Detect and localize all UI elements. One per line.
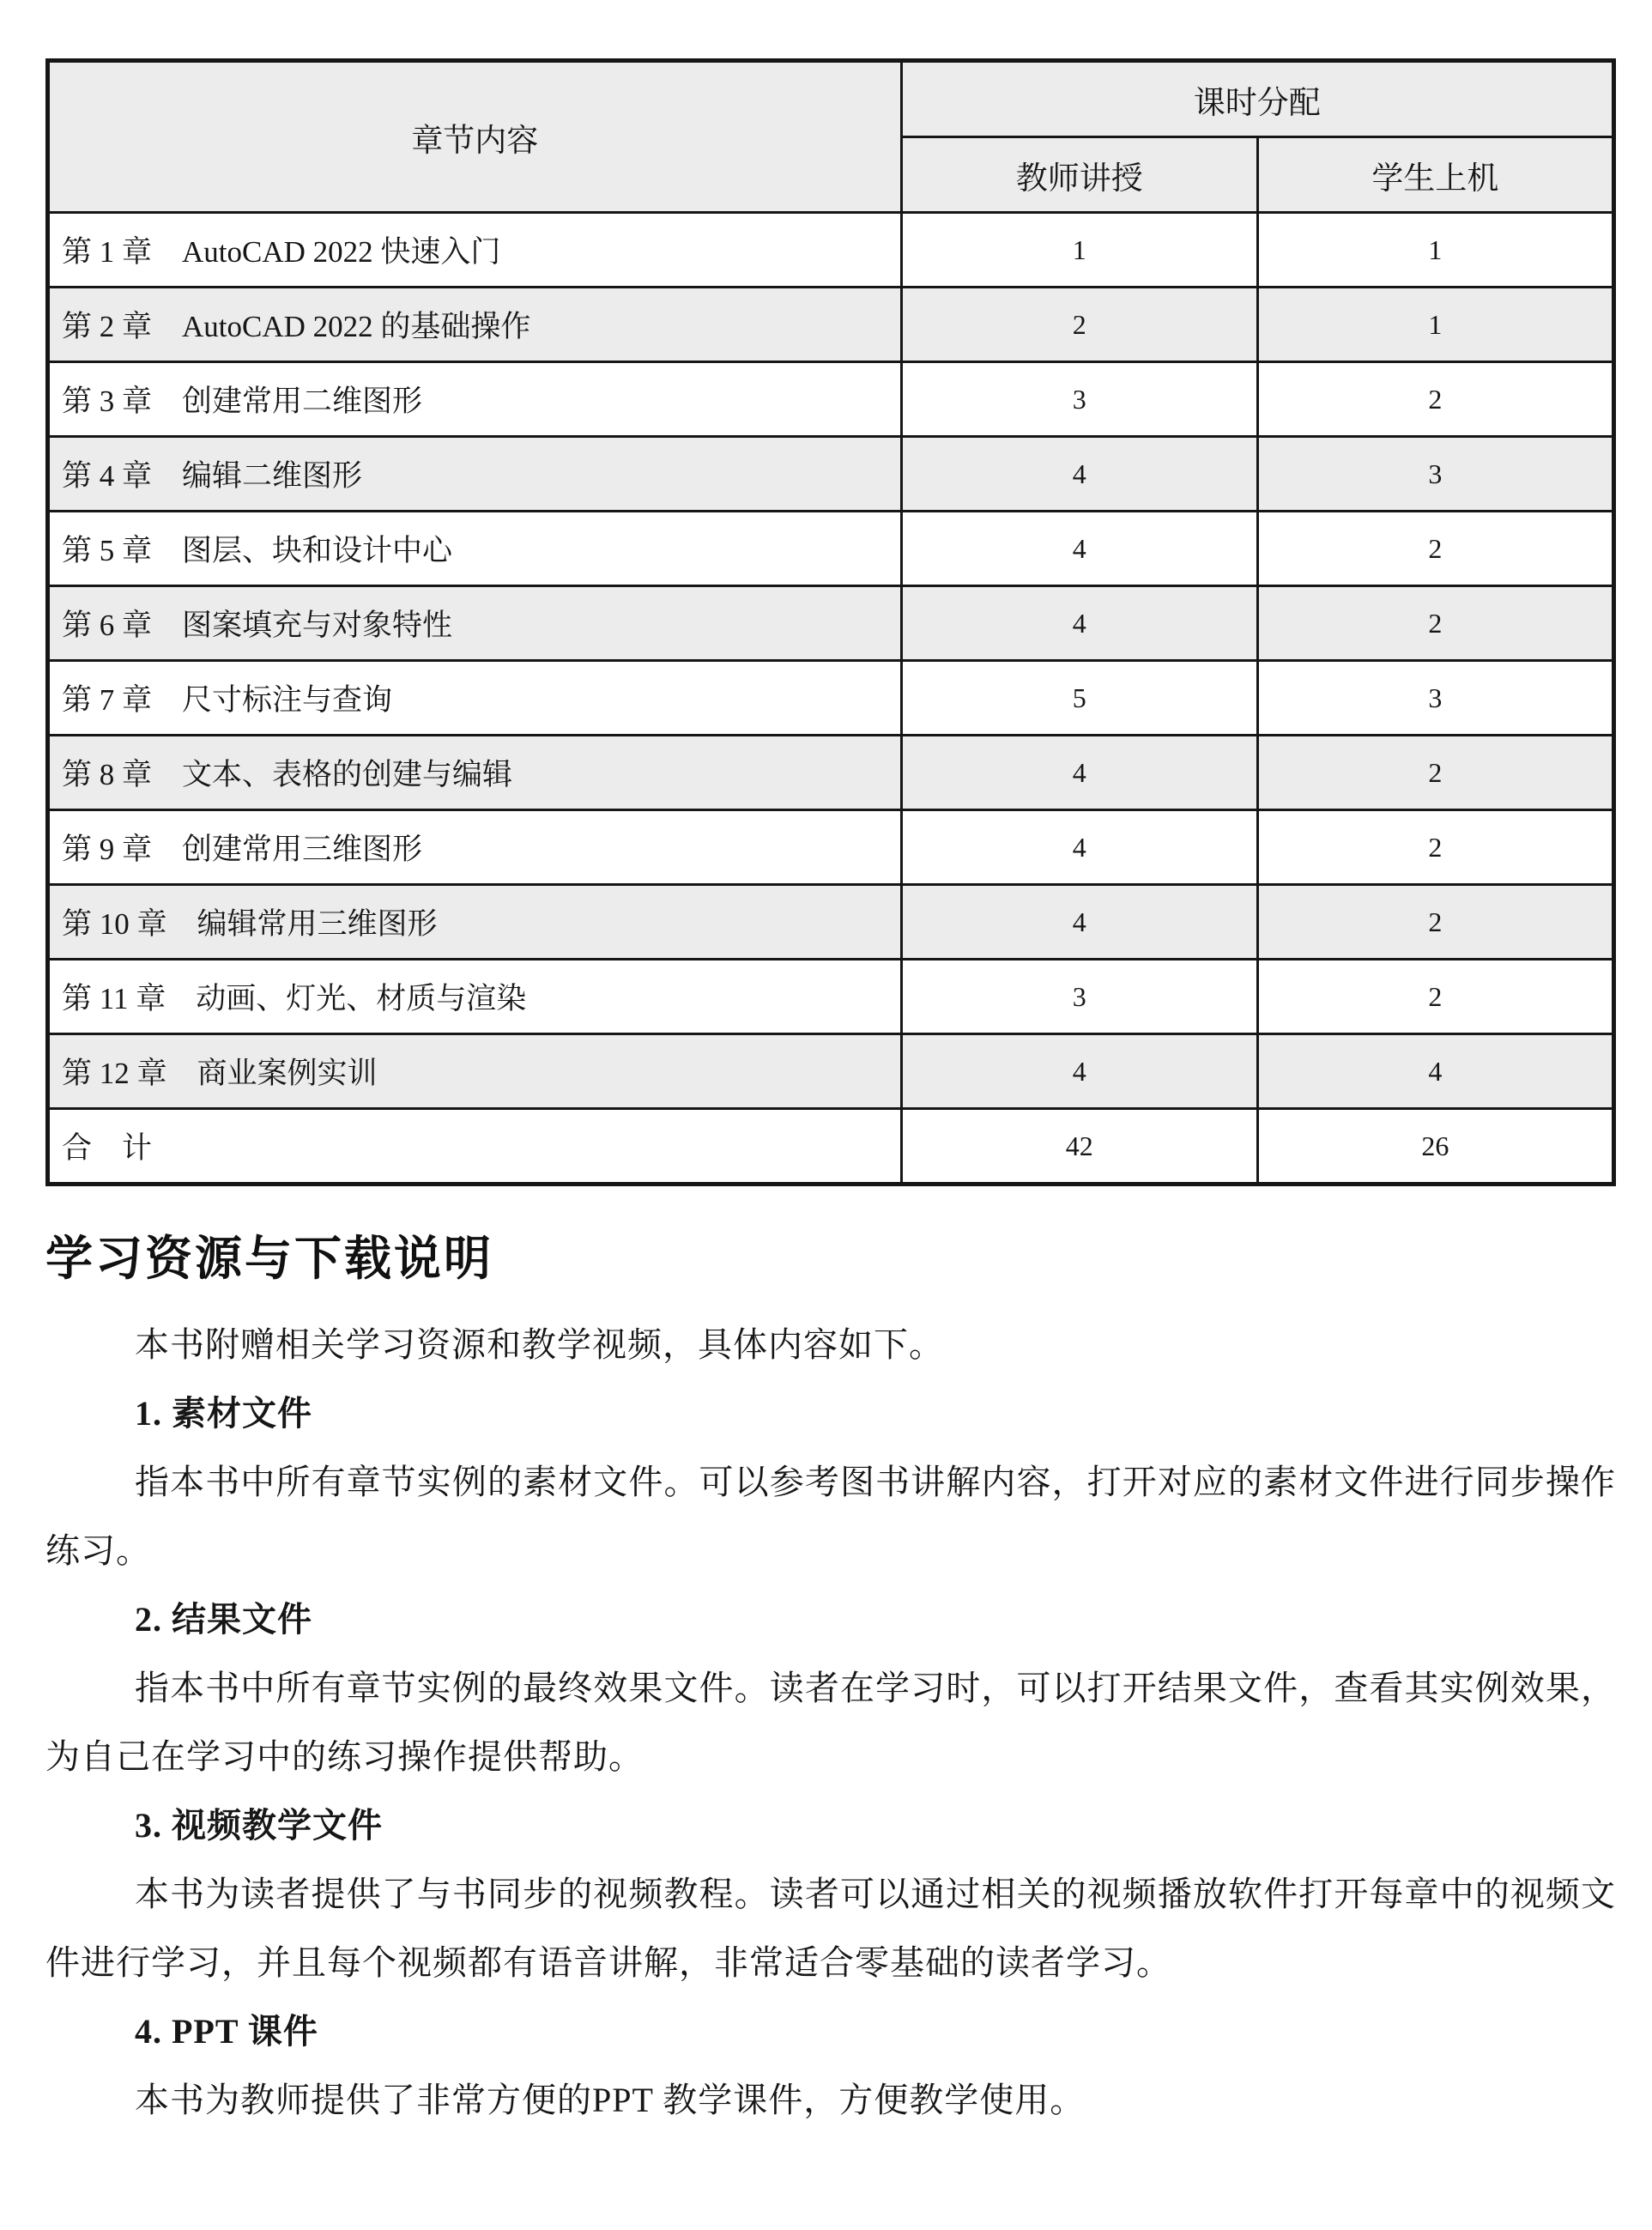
table-row bbox=[48, 1034, 1614, 1109]
header-student-computer: 学生上机 bbox=[1257, 137, 1613, 213]
teacher-hours-cell: 4 bbox=[901, 512, 1257, 586]
total-teacher-cell: 42 bbox=[901, 1109, 1257, 1185]
table-row bbox=[48, 736, 1614, 810]
student-hours-cell: 3 bbox=[1257, 437, 1613, 512]
subsection-body-result-files: 指本书中所有章节实例的最终效果文件。读者在学习时，可以打开结果文件，查看其实例效果，为自己在学习中的练习操作提供帮助。 bbox=[45, 1668, 1616, 1776]
chapter-cell: 第 12 章 商业案例实训 bbox=[48, 1034, 902, 1109]
student-hours-cell: 1 bbox=[1257, 288, 1613, 362]
table-row bbox=[48, 362, 1614, 437]
table-row bbox=[48, 661, 1614, 736]
teacher-hours-cell: 3 bbox=[901, 362, 1257, 437]
section-intro: 本书附赠相关学习资源和教学视频，具体内容如下。 bbox=[135, 1324, 944, 1364]
student-hours-cell: 2 bbox=[1257, 362, 1613, 437]
chapter-cell: 第 3 章 创建常用二维图形 bbox=[48, 362, 902, 437]
student-hours-cell: 1 bbox=[1257, 213, 1613, 288]
total-student-cell: 26 bbox=[1257, 1109, 1613, 1185]
chapter-cell: 第 4 章 编辑二维图形 bbox=[48, 437, 902, 512]
total-row bbox=[48, 1109, 1614, 1185]
chapter-cell: 第 11 章 动画、灯光、材质与渲染 bbox=[48, 960, 902, 1034]
table-header-row-top bbox=[48, 61, 1614, 137]
chapter-cell: 第 6 章 图案填充与对象特性 bbox=[48, 586, 902, 661]
table-row bbox=[48, 960, 1614, 1034]
student-hours-cell: 2 bbox=[1257, 512, 1613, 586]
chapter-cell: 第 7 章 尺寸标注与查询 bbox=[48, 661, 902, 736]
student-hours-cell: 2 bbox=[1257, 960, 1613, 1034]
teacher-hours-cell: 4 bbox=[901, 1034, 1257, 1109]
section-heading: 学习资源与下载说明 bbox=[45, 1232, 494, 1285]
teacher-hours-cell: 1 bbox=[901, 213, 1257, 288]
student-hours-cell: 2 bbox=[1257, 885, 1613, 960]
subsection-body-material-files: 指本书中所有章节实例的素材文件。可以参考图书讲解内容，打开对应的素材文件进行同步操作练习。 bbox=[45, 1462, 1616, 1570]
header-teacher-lecture: 教师讲授 bbox=[901, 137, 1257, 213]
chapter-cell: 第 5 章 图层、块和设计中心 bbox=[48, 512, 902, 586]
table-row bbox=[48, 885, 1614, 960]
table-row bbox=[48, 512, 1614, 586]
table-header bbox=[48, 61, 1614, 213]
table-row bbox=[48, 288, 1614, 362]
subsection-title-video-files: 3. 视频教学文件 bbox=[135, 1805, 383, 1845]
student-hours-cell: 3 bbox=[1257, 661, 1613, 736]
teacher-hours-cell: 4 bbox=[901, 736, 1257, 810]
subsection-body-video-files: 本书为读者提供了与书同步的视频教程。读者可以通过相关的视频播放软件打开每章中的视频文件进行学习，并且每个视频都有语音讲解，非常适合零基础的读者学习。 bbox=[45, 1874, 1616, 1982]
teacher-hours-cell: 3 bbox=[901, 960, 1257, 1034]
teacher-hours-cell: 4 bbox=[901, 885, 1257, 960]
chapter-cell: 第 2 章 AutoCAD 2022 的基础操作 bbox=[48, 288, 902, 362]
chapter-cell: 第 9 章 创建常用三维图形 bbox=[48, 810, 902, 885]
chapter-cell: 第 10 章 编辑常用三维图形 bbox=[48, 885, 902, 960]
teacher-hours-cell: 4 bbox=[901, 586, 1257, 661]
header-chapter-content: 章节内容 bbox=[48, 61, 902, 213]
student-hours-cell: 4 bbox=[1257, 1034, 1613, 1109]
subsection-title-ppt-courseware: 4. PPT 课件 bbox=[135, 2011, 318, 2051]
header-hours-allocation: 课时分配 bbox=[901, 61, 1613, 137]
teacher-hours-cell: 2 bbox=[901, 288, 1257, 362]
table-row bbox=[48, 213, 1614, 288]
table-row bbox=[48, 810, 1614, 885]
student-hours-cell: 2 bbox=[1257, 736, 1613, 810]
chapter-cell: 第 8 章 文本、表格的创建与编辑 bbox=[48, 736, 902, 810]
subsection-title-result-files: 2. 结果文件 bbox=[135, 1599, 312, 1639]
chapter-hours-table bbox=[45, 58, 1616, 1186]
chapter-cell: 第 1 章 AutoCAD 2022 快速入门 bbox=[48, 213, 902, 288]
subsection-body-ppt-courseware: 本书为教师提供了非常方便的PPT 教学课件，方便教学使用。 bbox=[135, 2080, 1086, 2119]
teacher-hours-cell: 4 bbox=[901, 437, 1257, 512]
teacher-hours-cell: 4 bbox=[901, 810, 1257, 885]
total-label-cell: 合 计 bbox=[48, 1109, 902, 1185]
chapter-rows bbox=[48, 213, 1614, 1109]
student-hours-cell: 2 bbox=[1257, 810, 1613, 885]
teacher-hours-cell: 5 bbox=[901, 661, 1257, 736]
student-hours-cell: 2 bbox=[1257, 586, 1613, 661]
subsection-title-material-files: 1. 素材文件 bbox=[135, 1393, 312, 1433]
table-footer bbox=[48, 1109, 1614, 1185]
table-row bbox=[48, 586, 1614, 661]
table-row bbox=[48, 437, 1614, 512]
